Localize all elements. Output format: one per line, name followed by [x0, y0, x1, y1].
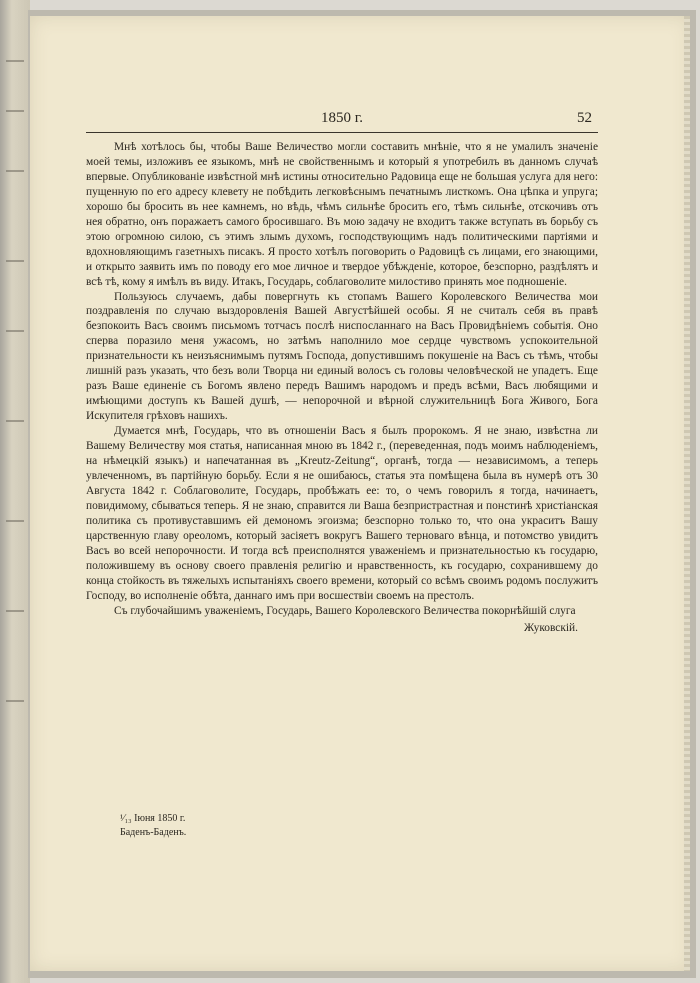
previous-page-edge	[0, 0, 30, 983]
paragraph-3: Думается мнѣ, Государь, что въ отношеніи Васъ я былъ пророкомъ. Я не знаю, извѣстна ли Вашему Величеству моя статья, написанная мною въ 1842 г., (переведенная, подъ моимъ наблюденіемъ, на нѣмецкій языкъ) и напечатанная въ „Kreutz-Zeitung“, органѣ, тогда — независимомъ, а теперь увлеченномъ, въ партійную борьбу. Если я не ошибаюсь, статья эта помѣщена была въ нумерѣ отъ 30 Августа 1842 г. Соблаговолите, Государь, пробѣжать ее: то, о чемъ говорилъ я тогда, начинаетъ, повидимому, сбываться теперь. Я не знаю, справится ли Ваша безпристрастная и понстинѣ христіанская политика съ противуставшимъ ей демономъ эгоизма; безспорно только то, что она украситъ Вашу царственную главу ореоломъ, который засіяетъ вокругъ Вашего терноваго вѣнца, и потомство увидитъ Васъ во всей непорочности. И тогда всѣ преисполнятся уваженіемъ и признательностью къ государю, положившему въ основу своего правленія религію и нравственность, къ государю, сохранившему до конца стойкость въ тяжелыхъ испытаніяхъ своего времени, который со всѣмъ своимъ родомъ послужитъ Господу, во исполненіе обѣта, даннаго имъ при восшествіи своемъ на престолъ.	[86, 425, 598, 602]
running-header	[86, 108, 598, 133]
paragraph-2: Пользуюсь случаемъ, дабы повергнуть къ стопамъ Вашего Королевского Величества мои поздравленія по случаю выздоровленія Вашей Августѣйшей особы. Я не считалъ себя въ правѣ безпокоить Васъ своимъ письмомъ тотчасъ послѣ ниспосланнаго на Васъ Провидѣніемъ событія. Оно сперва поразило меня ужасомъ, но затѣмъ наполнило мое сердце чувствомъ успокоительной признательности къ неизъяснимымъ путямъ Господа, допустившимъ покушеніе на Васъ съ тѣмъ, чтобы лишній разъ указать, что безъ воли Творца ни единый волосъ съ головы человѣческой не упадетъ. Еще разъ Ваше единеніе съ Богомъ явлено передъ Вашимъ народомъ и предъ всѣми, Васъ любящими и имѣющими доступъ къ Вашей душѣ, — непорочной и вѣрной служительницѣ Бога Живого, Бога Искупителя грѣховъ нашихъ.	[86, 290, 598, 423]
dateline	[120, 812, 186, 840]
closing-line: Съ глубочайшимъ уваженіемъ, Государь, Вашего Королевского Величества покорнѣйшій слуга	[114, 604, 576, 617]
paragraph-1: Мнѣ хотѣлось бы, чтобы Ваше Величество могли составить мнѣніе, что я не умалилъ значеніе моей темы, изложивъ ее языкомъ, мнѣ не свойственнымъ и который я употребилъ въ данномъ случаѣ впервые. Опубликованіе извѣстной мнѣ истины относительно Радовица еще не большая услуга для него: пущенную по его адресу клевету не побѣдить легковѣснымъ печатнымъ листкомъ. Она цѣпка и упруга; хорошо бы бросить въ нее камнемъ, но вѣдь, чѣмъ сильнѣе бросить его, тѣмъ сильнѣе, отскочивъ отъ нея обратно, онъ поражаетъ самого бросившаго. Въ мою задачу не входитъ также вступать въ борьбу съ этою огромною силою, съ этимъ злымъ духомъ, господствующимъ надъ политическими партіями и вдохновляющимъ газетныхъ писакъ. Я просто хотѣлъ поговорить о Радовицѣ съ лицами, его знающими, и открыто заявить имъ по поводу его мое личное и твердое убѣжденіе, которое, безспорно, раздѣлятъ и всѣ тѣ, кому я имѣлъ въ виду. Итакъ, Государь, соблаговолите милостиво принять мое подношеніе.	[86, 141, 598, 288]
header-year: 1850 г.	[321, 110, 363, 126]
letter-body	[86, 140, 598, 635]
signature: Жуковскій.	[523, 621, 578, 634]
book-page	[30, 16, 690, 971]
footer-place: Баденъ-Баденъ.	[120, 827, 187, 838]
footer-date: ¹⁄₁₃ Іюня 1850 г.	[120, 813, 186, 824]
page-number: 52	[577, 110, 592, 126]
page-stack-edge	[684, 16, 690, 971]
